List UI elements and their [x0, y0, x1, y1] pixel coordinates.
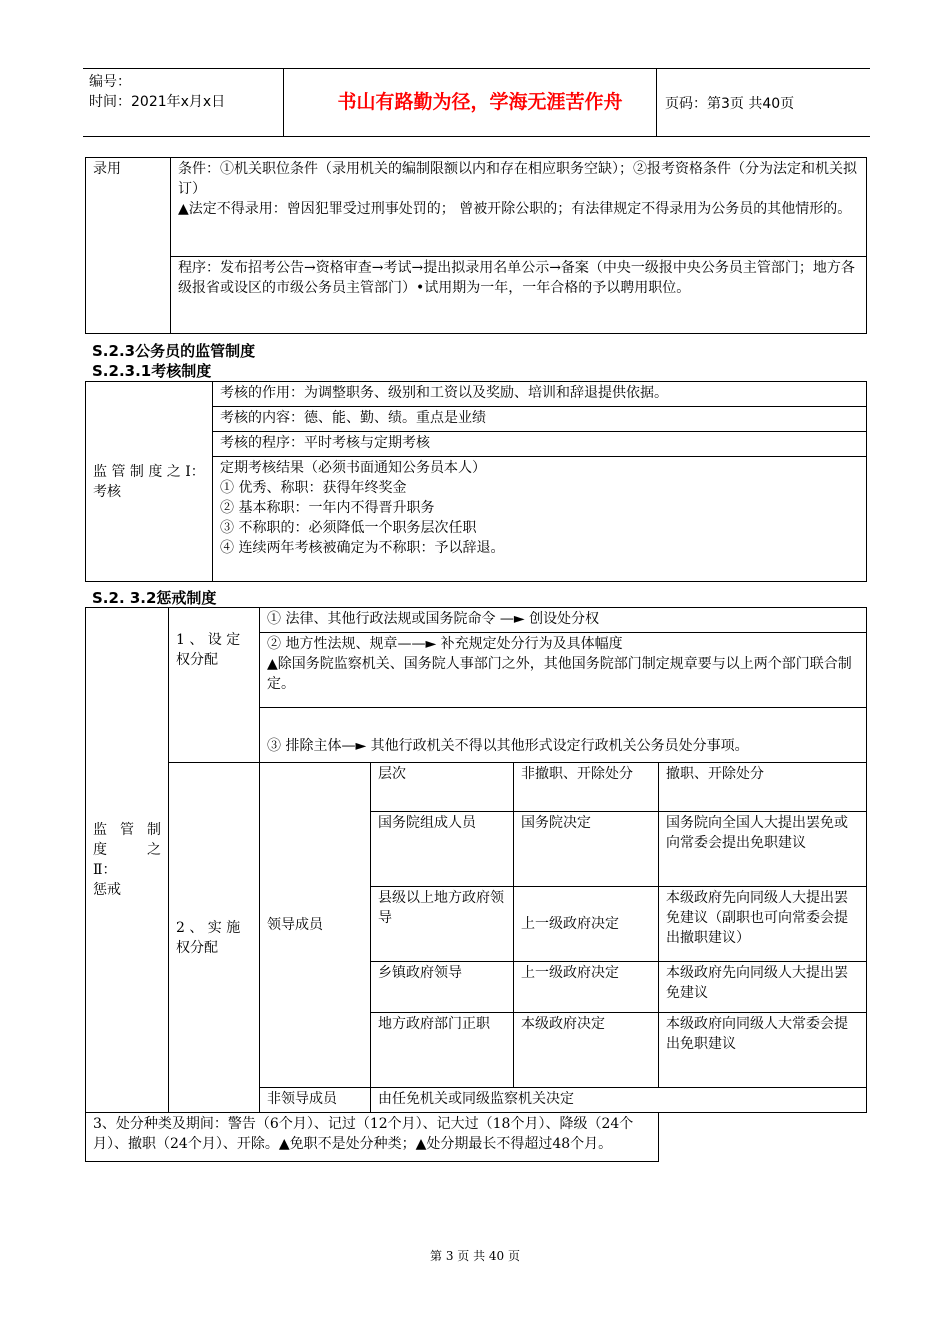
- assessment-result-item: ④ 连续两年考核被确定为不称职：予以辞退。: [220, 540, 505, 556]
- recruit-procedure: 程序：发布招考公告→资格审查→考试→提出拟录用名单公示→备案（中央一级报中央公务员主管部门；地方各级报省或设区的市级公务员主管部门）•试用期为一年，一年合格的予以聘用职位。: [171, 257, 867, 334]
- assessment-results: [213, 457, 867, 582]
- header-motto: 书山有路勤为径，学海无涯苦作舟: [337, 91, 623, 113]
- leader-row-non-dismissal: 国务院决定: [514, 812, 659, 887]
- discipline-label-cell: [86, 608, 169, 1113]
- recruit-table: [85, 157, 867, 334]
- col-header-level: 层次: [371, 763, 514, 812]
- discipline-label: 度 之: [93, 842, 161, 858]
- recruit-exclusions-text: ▲法定不得录用：曾因犯罪受过刑事处罚的； 曾被开除公职的；有法律规定不得录用为公务员的其他情形的。: [178, 201, 852, 217]
- leader-row-dismissal: 国务院向全国人大提出罢免或向常委会提出免职建议: [659, 812, 867, 887]
- discipline-table: [85, 607, 867, 1162]
- assessment-row-content: 考核的内容：德、能、勤、绩。重点是业绩: [213, 407, 867, 432]
- leader-row-dismissal: 本级政府向同级人大常委会提出免职建议: [659, 1013, 867, 1088]
- assessment-label: 监 管 制 度 之 Ⅰ：: [93, 463, 205, 480]
- setting-power-label: 1 、 设 定 权分配: [169, 608, 260, 763]
- non-leader-label: 非领导成员: [260, 1088, 371, 1113]
- col-header-non-dismissal: 非撤职、开除处分: [514, 763, 659, 812]
- setting-row-exclusion: ③ 排除主体—► 其他行政机关不得以其他形式设定行政机关公务员处分事项。: [260, 708, 867, 763]
- leader-row-non-dismissal: 上一级政府决定: [514, 962, 659, 1013]
- assessment-result-item: ③ 不称职的：必须降低一个职务层次任职: [220, 520, 477, 536]
- leader-row-dismissal: 本级政府先向同级人大提出罢免建议: [659, 962, 867, 1013]
- setting-row-local-text: ② 地方性法规、规章——► 补充规定处分行为及具体幅度: [267, 636, 623, 652]
- recruit-label: 录用: [86, 158, 171, 334]
- leader-row-dismissal: 本级政府先向同级人大提出罢免建议（副职也可向常委会提出撤职建议）: [659, 887, 867, 962]
- document-date: 时间：2021年x月x日: [89, 94, 226, 110]
- leader-row-level: 乡镇政府领导: [371, 962, 514, 1013]
- document-number: 编号：: [89, 74, 131, 90]
- assessment-result-item: ② 基本称职：一年内不得晋升职务: [220, 500, 435, 516]
- section-heading-2-2-3: S.2.3公务员的监管制度: [92, 342, 256, 360]
- punishment-types: 3、处分种类及期间：警告（6个月）、记过（12个月）、记大过（18个月）、降级（24个月）、撤职（24个月）、开除。▲免职不是处分种类；▲处分期最长不得超过48个月。: [86, 1113, 659, 1162]
- leader-row-non-dismissal: 上一级政府决定: [514, 887, 659, 962]
- leader-row-non-dismissal: 本级政府决定: [514, 1013, 659, 1088]
- section-heading-2-2-3-2: S.2. 3.2惩戒制度: [92, 589, 217, 607]
- leader-row-level: 国务院组成人员: [371, 812, 514, 887]
- col-header-dismissal: 撤职、开除处分: [659, 763, 867, 812]
- discipline-label: Ⅱ：: [93, 862, 117, 878]
- setting-row-law: ① 法律、其他行政法规或国务院命令 —► 创设处分权: [260, 608, 867, 633]
- setting-row-local: [260, 633, 867, 708]
- setting-row-local-note: ▲除国务院监察机关、国务院人事部门之外，其他国务院部门制定规章要与以上两个部门联合制定。: [267, 656, 852, 692]
- impl-power-label: 2 、 实 施 权分配: [169, 763, 260, 1113]
- header-bottom-rule: [83, 136, 870, 137]
- assessment-label-cell: [86, 382, 213, 582]
- discipline-label-sub: 惩戒: [93, 882, 121, 898]
- leader-label: 领导成员: [260, 763, 371, 1088]
- assessment-row-purpose: 考核的作用：为调整职务、级别和工资以及奖励、培训和辞退提供依据。: [213, 382, 867, 407]
- non-leader-text: 由任免机关或同级监察机关决定: [371, 1088, 867, 1113]
- page-indicator: 页码：第3页 共40页: [665, 96, 795, 112]
- header-divider: [283, 68, 284, 136]
- page-footer: 第 3 页 共 40 页: [430, 1249, 520, 1263]
- section-heading-2-2-3-1: S.2.3.1考核制度: [92, 362, 212, 380]
- assessment-label-sub: 考核: [93, 483, 121, 500]
- assessment-table: [85, 381, 867, 582]
- assessment-result-item: ① 优秀、称职：获得年终奖金: [220, 480, 407, 496]
- assessment-row-procedure: 考核的程序：平时考核与定期考核: [213, 432, 867, 457]
- assessment-results-title: 定期考核结果（必须书面通知公务员本人）: [220, 460, 486, 476]
- page-header: [83, 68, 870, 136]
- discipline-label: 监 管 制: [93, 822, 161, 838]
- leader-row-level: 地方政府部门正职: [371, 1013, 514, 1088]
- leader-row-level: 县级以上地方政府领导: [371, 887, 514, 962]
- recruit-conditions-text: 条件：①机关职位条件（录用机关的编制限额以内和存在相应职务空缺）；②报考资格条件（分为法定和机关拟订）: [178, 161, 857, 197]
- recruit-conditions: [171, 158, 867, 257]
